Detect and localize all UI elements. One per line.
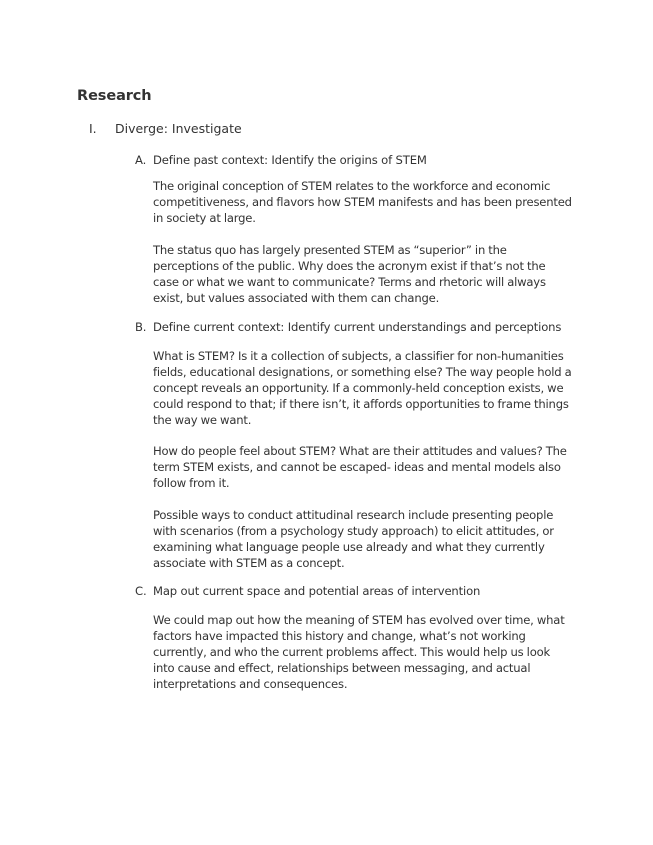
subsection-title: Map out current space and potential areas of intervention [153, 584, 481, 598]
section-title: Diverge: Investigate [115, 121, 242, 136]
subsection-letter: B. [135, 320, 147, 334]
subsection-title: Define past context: Identify the origins of STEM [153, 153, 427, 167]
paragraph: Possible ways to conduct attitudinal research include presenting people with scenarios (from a psychology study approach) to elicit attitudes, or examining what language people use already and what they currently associate with STEM as a concept. [153, 508, 554, 570]
subsection-letter: C. [135, 584, 147, 598]
paragraph: We could map out how the meaning of STEM has evolved over time, what factors have impacted this history and change, what’s not working currently, and who the current problems affect. This would help us look into cause and effect, relationships between messaging, and actual interpretations and consequences. [153, 613, 565, 691]
paragraph: The original conception of STEM relates to the workforce and economic competitiveness, and flavors how STEM manifests and has been presented in society at large. [153, 179, 572, 225]
subsection-letter: A. [135, 153, 147, 167]
section-number: I. [89, 121, 97, 136]
subsection-title: Define current context: Identify current understandings and perceptions [153, 320, 562, 334]
paragraph: How do people feel about STEM? What are their attitudes and values? The term STEM exists, and cannot be escaped- ideas and mental models also follow from it. [153, 444, 567, 490]
paragraph: What is STEM? Is it a collection of subjects, a classifier for non-humanities fields, educational designations, or something else? The way people hold a concept reveals an opportunity. If a commonly-held conception exists, we could respond to that; if there isn’t, it affords opportunities to frame things the way we want. [153, 349, 572, 427]
document-heading: Research [77, 88, 152, 104]
paragraph: The status quo has largely presented STEM as “superior” in the perceptions of the public. Why does the acronym exist if that’s not the case or what we want to communicate? Terms and rhetoric will always exist, but values associated with them can change. [153, 243, 546, 305]
